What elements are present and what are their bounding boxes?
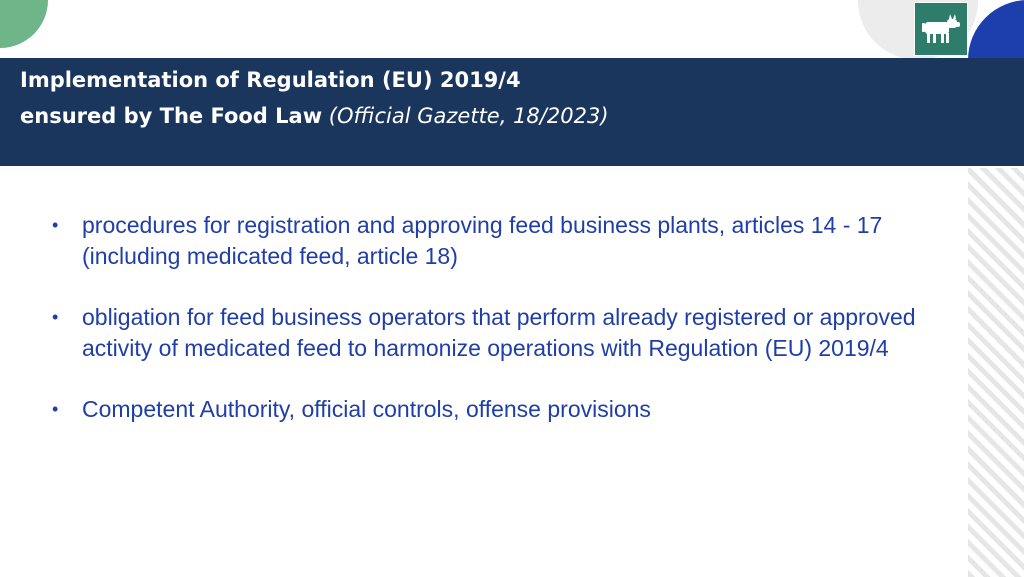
list-item-text: Competent Authority, official controls, offense provisions bbox=[82, 396, 651, 422]
decorative-stripes bbox=[968, 168, 1024, 577]
title-citation: (Official Gazette, 18/2023) bbox=[328, 104, 609, 128]
bullet-icon: • bbox=[52, 399, 59, 419]
title-line-2: ensured by The Food Law bbox=[20, 104, 323, 128]
list-item-text: obligation for feed business operators that perform already registered or approved activity of medicated feed to harmonize operations with Regulation (EU) 2019/4 bbox=[82, 304, 916, 361]
list-item bbox=[52, 302, 952, 364]
decorative-green-circle bbox=[0, 0, 48, 48]
list-item bbox=[52, 394, 952, 425]
logo bbox=[914, 2, 968, 56]
bullet-icon: • bbox=[52, 215, 59, 235]
bullet-icon: • bbox=[52, 307, 59, 327]
list-item bbox=[52, 210, 952, 272]
list-item-text: procedures for registration and approving feed business plants, articles 14 - 17 (including medicated feed, article 18) bbox=[82, 212, 883, 269]
page-title bbox=[20, 62, 609, 134]
cow-icon bbox=[919, 12, 963, 46]
title-line-1: Implementation of Regulation (EU) 2019/4 bbox=[20, 68, 521, 92]
bullet-list bbox=[52, 210, 952, 455]
